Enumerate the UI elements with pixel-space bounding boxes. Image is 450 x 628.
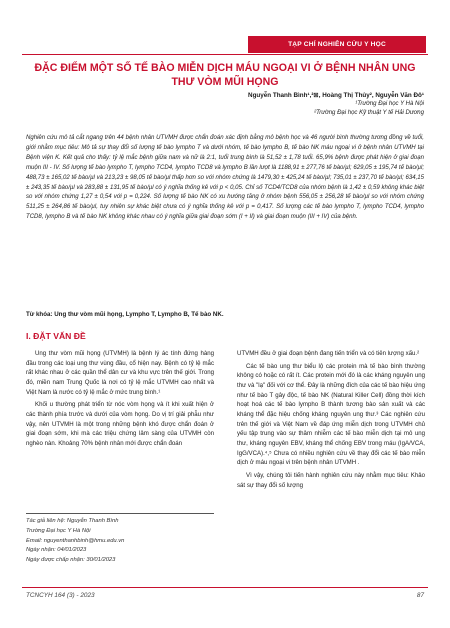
- corresponding-author: Tác giả liên hệ: Nguyễn Thanh Bình: [26, 518, 119, 524]
- article-title: ĐẶC ĐIỂM MỘT SỐ TẾ BÀO MIỄN DỊCH MÁU NGOẠI VI Ở BỆNH NHÂN UNG THƯ VÒM MŨI HỌNG: [34, 62, 416, 88]
- right-column: [237, 349, 425, 604]
- author-list: Nguyễn Thanh Bình¹,²⊠, Hoàng Thị Thủy², Nguyễn Văn Đô¹: [248, 92, 424, 99]
- left-paragraph-2: Khối u thường phát triển từ nóc vòm họng và ít khi xuất hiện ở các thành phía trước và dưới của vòm họng. Do vị trí giải phẫu như vậy, nên UTVMH là một trong những bệnh khó được chẩn đoán ở giai đoạn sớm, khi mà các triệu chứng lâm sàng của UTVMH còn nghèo nàn. Khoảng 70% bệnh nhân mới được chẩn đoán: [26, 401, 214, 447]
- right-paragraph-3: Vì vậy, chúng tôi tiến hành nghiên cứu này nhằm mục tiêu: Khảo sát sự thay đổi số lượng: [237, 471, 425, 489]
- received-date: Ngày nhận: 04/01/2023: [26, 547, 87, 554]
- keywords: Từ khóa: Ung thư vòm mũi họng, Lympho T, Lympho B, Tế bào NK.: [26, 311, 224, 318]
- correspondence-block: [26, 517, 124, 566]
- journal-header: TẠP CHÍ NGHIÊN CỨU Y HỌC: [248, 36, 426, 53]
- abstract: Nghiên cứu mô tả cắt ngang trên 44 bệnh nhân UTVMH được chẩn đoán xác định bằng mô bệnh học và 46 người bình thường tương đồng về tuổi, giới nhằm mục tiêu: Mô tả sự thay đổi số lượng tế bào lympho T và dưới nhóm, tế bào lympho B, tế bào NK máu ngoại vi ở bệnh nhân UTVMH tại Bệnh viện K. Kết quả cho thấy: tỷ lệ mắc bệnh giữa nam và nữ là 2:1, tuổi trung bình là 51,52 ± 1,78 tuổi. 65,9% bệnh được phát hiện ở giai đoạn muộn III - IV. Số lượng tế bào lympho T, lympho TCD4, lympho TCD8 và lympho B lần lượt là 1188,91 ± 277,76 tế bào/µl; 629,05 ± 195,74 tế bào/µl; 488,73 ± 165,02 tế bào/µl và 213,23 ± 98,05 tế bào/µl thấp hơn so với nhóm chứng là 1479,30 ± 425,24 tế bào/µl; 735,01 ± 237,70 tế bào/µl; 634,15 ± 243,35 tế bào/µl và 283,88 ± 131,95 tế bào/µl có ý nghĩa thống kê với p < 0,05. Chỉ số TCD4/TCD8 của nhóm bệnh là 1,42 ± 0,59 không khác biệt so với nhóm chứng 1,27 ± 0,54 với p = 0,224. Số lượng tế bào NK có xu hướng tăng ở nhóm bệnh 556,05 ± 256,28 tế bào/µl so với nhóm chứng 511,25 ± 264,86 tế bào/µl, tuy nhiên sự khác biệt chưa có ý nghĩa thống kê với p = 0,417. Số lượng các tế bào lympho T, lympho TCD4, lympho TCD8, lympho B và tế bào NK không khác nhau có ý nghĩa giữa giai đoạn sớm (I + II) và giai đoạn muộn (III + IV) của bệnh.: [26, 135, 424, 221]
- affiliation-2: ²Trường Đại học Kỹ thuật Y tế Hải Dương: [314, 110, 424, 116]
- accepted-date: Ngày được chấp nhận: 30/01/2023: [26, 557, 116, 564]
- section-heading: I. ĐẶT VẤN ĐỀ: [26, 331, 86, 341]
- right-paragraph-2: Các tế bào ung thư biểu lộ các protein mà tế bào bình thường không có hoặc có rất ít. Các protein mới đó là các kháng nguyên ung thư và "lạ" đối với cơ thể. Đây là những đích của các tế bào hiệu ứng như tế bào T gây độc, tế bào NK (Natural Killer Cell) đồng thời kích hoạt hoá các tế bào lympho B thành tương bào sản xuất và các kháng thể đặc hiệu chống kháng nguyên ung thư.³ Các nghiên cứu trên thế giới và Việt Nam về đáp ứng miễn dịch trong UTVMH chủ yếu tập trung vào sự thâm nhiễm các tế bào miễn dịch tại mô ung thư, kháng nguyên EBV, kháng thể chống EBV trong máu (IgA/VCA, IgG/VCA).⁴,⁵ Chưa có nhiều nghiên cứu về thay đổi các tế bào miễn dịch ở máu ngoại vi trên bệnh nhân UTVMH .: [237, 362, 425, 467]
- corresponding-email[interactable]: Email: nguyenthanhbinh@hmu.edu.vn: [26, 537, 125, 544]
- right-paragraph-1: UTVMH đều ở giai đoạn bệnh đang tiến triển và có tiên lượng xấu.²: [237, 350, 420, 357]
- footer-divider: [22, 587, 428, 588]
- left-column: [26, 349, 214, 509]
- page-number: 87: [416, 592, 424, 599]
- journal-citation: TCNCYH 164 (3) - 2023: [26, 592, 95, 599]
- left-paragraph-1: Ung thư vòm mũi họng (UTVMH) là bệnh lý ác tính đứng hàng đầu trong các loại ung thư vùng đầu, cổ hiện nay. Bệnh có tỷ lệ mắc rất khác nhau ở các quần thể dân cư và khu vực trên thế giới. Trong đó, miền nam Trung Quốc là nơi có tỷ lệ mắc UTVMH cao nhất và Việt Nam là nước có tỷ lệ mắc ở mức trung bình.¹: [26, 350, 214, 396]
- header-divider: [22, 54, 428, 55]
- affiliation-1: ¹Trường Đại học Y Hà Nội: [355, 101, 424, 107]
- corresponding-institution: Trường Đại học Y Hà Nội: [26, 527, 91, 534]
- footnote-divider: [26, 513, 214, 514]
